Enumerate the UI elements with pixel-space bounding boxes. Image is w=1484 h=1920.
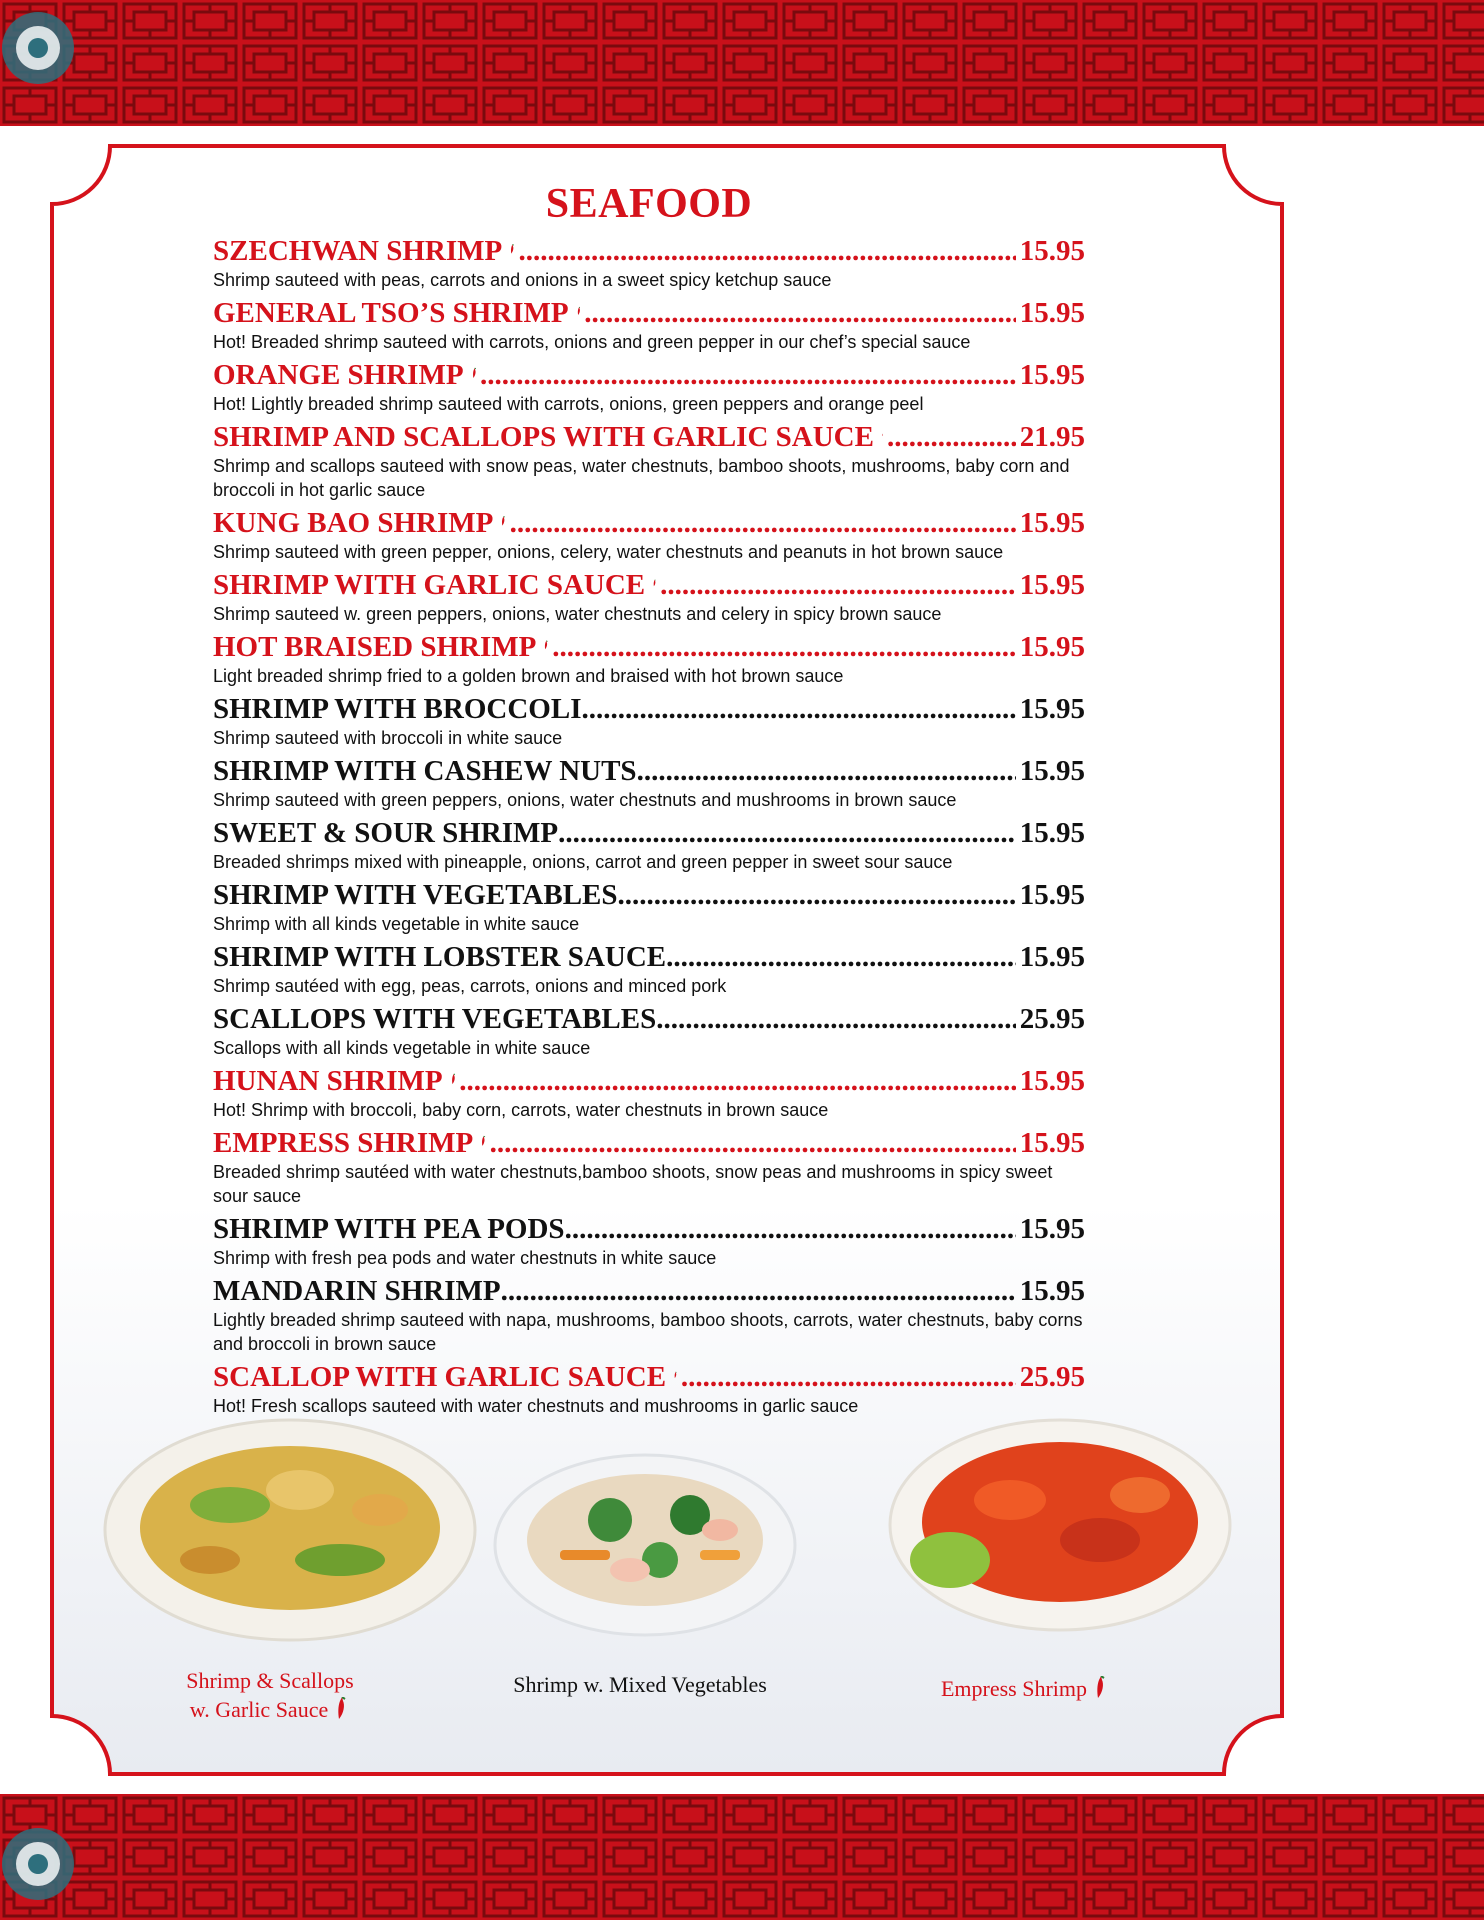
menu-item-title-row [213, 420, 1085, 454]
section-title: SEAFOOD [545, 181, 753, 227]
menu-item-price: 15.95 [1019, 879, 1085, 911]
dot-leader [584, 296, 1016, 330]
menu-item [213, 1212, 1085, 1270]
menu-item-description: Shrimp sautéed with egg, peas, carrots, onions and minced pork [213, 976, 727, 996]
dish-photo-mixed-vegetables [495, 1455, 795, 1635]
menu-item [213, 1064, 1085, 1122]
chili-pepper-icon [674, 1364, 677, 1386]
menu-item-title-row [213, 234, 1085, 268]
lattice-pattern [0, 0, 1484, 126]
menu-item-name: SHRIMP WITH VEGETABLES [213, 879, 618, 911]
menu-item-price: 25.95 [1019, 1003, 1085, 1035]
top-lattice-banner [0, 0, 1484, 126]
photo-caption-3 [925, 1674, 1125, 1703]
menu-item-name: KUNG BAO SHRIMP [213, 507, 494, 539]
chili-pepper-icon [501, 510, 505, 532]
menu-section [213, 180, 1085, 1422]
menu-item [213, 1274, 1085, 1356]
menu-item [213, 754, 1085, 812]
photo-caption-1-line1: Shrimp & Scallops [186, 1668, 354, 1693]
menu-item-name: SHRIMP AND SCALLOPS WITH GARLIC SAUCE [213, 421, 874, 453]
chili-pepper-icon [472, 362, 477, 384]
menu-item [213, 816, 1085, 874]
dot-leader [681, 1360, 1016, 1394]
menu-item [213, 878, 1085, 936]
menu-item-description: Hot! Fresh scallops sauteed with water chestnuts and mushrooms in garlic sauce [213, 1396, 859, 1416]
menu-item-title-row [213, 1002, 1085, 1036]
menu-item [213, 692, 1085, 750]
menu-item-name: SHRIMP WITH LOBSTER SAUCE [213, 941, 667, 973]
dish-photo-empress-shrimp [890, 1420, 1230, 1630]
chili-pepper-icon [336, 1697, 346, 1719]
menu-item-title-row [213, 816, 1085, 850]
menu-item [213, 234, 1085, 292]
menu-item-title-row [213, 630, 1085, 664]
menu-item-description: Scallops with all kinds vegetable in white sauce [213, 1038, 591, 1058]
dot-leader [558, 816, 1016, 850]
dot-leader [660, 568, 1016, 602]
menu-item-price: 15.95 [1019, 817, 1085, 849]
chili-pepper-icon [1095, 1676, 1105, 1698]
chili-pepper-icon [882, 424, 883, 446]
dot-leader [656, 1002, 1016, 1036]
dish-photo-shrimp-scallops [105, 1420, 475, 1640]
menu-item-description: Shrimp sauteed with peas, carrots and onions in a sweet spicy ketchup sauce [213, 270, 832, 290]
menu-item-title-row [213, 358, 1085, 392]
menu-item-name: GENERAL TSO’S SHRIMP [213, 297, 569, 329]
menu-item-name: EMPRESS SHRIMP [213, 1127, 474, 1159]
menu-item-title-row [213, 1126, 1085, 1160]
menu-item-price: 15.95 [1019, 631, 1085, 663]
photo-caption-2 [490, 1670, 790, 1699]
dot-leader [459, 1064, 1015, 1098]
dot-leader [501, 1274, 1016, 1308]
menu-item-name: ORANGE SHRIMP [213, 359, 464, 391]
photo-row [0, 1410, 1484, 1730]
menu-item-title-row [213, 1064, 1085, 1098]
menu-item-name: SHRIMP WITH GARLIC SAUCE [213, 569, 646, 601]
menu-item [213, 1126, 1085, 1208]
menu-item-name: SHRIMP WITH CASHEW NUTS [213, 755, 637, 787]
menu-item-description: Shrimp sauteed w. green peppers, onions, water chestnuts and celery in spicy brown sauce [213, 604, 942, 624]
dot-leader [510, 506, 1016, 540]
menu-item-description: Hot! Lightly breaded shrimp sauteed with carrots, onions, green peppers and orange peel [213, 394, 924, 414]
menu-item-description: Shrimp sauteed with green pepper, onions, celery, water chestnuts and peanuts in hot brown sauce [213, 542, 1004, 562]
menu-item-title-row [213, 296, 1085, 330]
menu-item-price: 15.95 [1019, 569, 1085, 601]
dot-leader [565, 1212, 1016, 1246]
menu-item-name: SZECHWAN SHRIMP [213, 235, 503, 267]
menu-item-price: 15.95 [1019, 693, 1085, 725]
dot-leader [552, 630, 1015, 664]
menu-item-description: Hot! Shrimp with broccoli, baby corn, carrots, water chestnuts in brown sauce [213, 1100, 829, 1120]
photo-caption-3-row [925, 1674, 1125, 1703]
menu-item [213, 940, 1085, 998]
menu-item-title-row [213, 1360, 1085, 1394]
menu-item-description: Shrimp with fresh pea pods and water chestnuts in white sauce [213, 1248, 717, 1268]
menu-item-list [213, 234, 1085, 1418]
menu-item-title-row [213, 506, 1085, 540]
bottom-lattice-banner [0, 1794, 1484, 1920]
dot-leader [666, 940, 1016, 974]
photo-caption-2-line1: Shrimp w. Mixed Vegetables [513, 1672, 767, 1697]
menu-item-price: 15.95 [1019, 507, 1085, 539]
menu-item-price: 15.95 [1019, 941, 1085, 973]
menu-item-name: SHRIMP WITH BROCCOLI [213, 693, 582, 725]
photo-caption-1 [165, 1666, 375, 1724]
menu-item-price: 15.95 [1019, 1275, 1085, 1307]
menu-item-title-row [213, 1212, 1085, 1246]
menu-item-name: SCALLOPS WITH VEGETABLES [213, 1003, 657, 1035]
chili-pepper-icon [577, 300, 581, 322]
menu-item-price: 15.95 [1019, 1213, 1085, 1245]
menu-item-title-row [213, 754, 1085, 788]
menu-item-description: Light breaded shrimp fried to a golden brown and braised with hot brown sauce [213, 666, 844, 686]
photo-caption-1-line2: w. Garlic Sauce [189, 1697, 329, 1722]
menu-item-name: HOT BRAISED SHRIMP [213, 631, 537, 663]
menu-item [213, 1002, 1085, 1060]
menu-item-description: Hot! Breaded shrimp sauteed with carrots, onions and green pepper in our chef’s special sauce [213, 332, 971, 352]
menu-item-price: 15.95 [1019, 359, 1085, 391]
dot-leader [518, 234, 1015, 268]
menu-item-name: SWEET & SOUR SHRIMP [213, 817, 559, 849]
menu-item-name: MANDARIN SHRIMP [213, 1275, 501, 1307]
menu-item-price: 15.95 [1019, 235, 1085, 267]
chili-pepper-icon [653, 572, 656, 594]
dot-leader [618, 878, 1016, 912]
menu-item-price: 15.95 [1019, 755, 1085, 787]
menu-item-name: HUNAN SHRIMP [213, 1065, 443, 1097]
menu-item [213, 568, 1085, 626]
menu-item-price: 15.95 [1019, 1127, 1085, 1159]
menu-item-description: Breaded shrimps mixed with pineapple, onions, carrot and green pepper in sweet sour sauce [213, 852, 953, 872]
menu-item-price: 25.95 [1019, 1361, 1085, 1393]
menu-item-title-row [213, 1274, 1085, 1308]
menu-item-description: Shrimp and scallops sauteed with snow peas, water chestnuts, bamboo shoots, mushrooms, baby corn and broccoli in hot garlic sauce [213, 456, 1070, 500]
chili-pepper-icon [451, 1068, 456, 1090]
menu-item-description: Shrimp sauteed with broccoli in white sauce [213, 728, 563, 748]
chili-pepper-icon [510, 238, 514, 260]
menu-item-name: SCALLOP WITH GARLIC SAUCE [213, 1361, 667, 1393]
dot-leader [581, 692, 1015, 726]
menu-item-title-row [213, 692, 1085, 726]
dot-leader [887, 420, 1016, 454]
menu-item-description: Shrimp sauteed with green peppers, onions, water chestnuts and mushrooms in brown sauce [213, 790, 957, 810]
photo-caption-3-line1: Empress Shrimp [940, 1676, 1088, 1701]
menu-item [213, 358, 1085, 416]
dot-leader [490, 1126, 1016, 1160]
menu-item-title-row [213, 940, 1085, 974]
menu-item-price: 21.95 [1019, 421, 1085, 453]
menu-item-title-row [213, 878, 1085, 912]
menu-item-description: Breaded shrimp sautéed with water chestnuts,bamboo shoots, snow peas and mushrooms in spicy sweet sour sauce [213, 1162, 1053, 1206]
lattice-pattern [0, 1794, 1484, 1920]
menu-item-title-row [213, 568, 1085, 602]
menu-item-price: 15.95 [1019, 1065, 1085, 1097]
photo-caption-1-line2-row [165, 1695, 375, 1724]
menu-item [213, 296, 1085, 354]
chili-pepper-icon [544, 634, 548, 656]
chili-pepper-icon [481, 1130, 485, 1152]
menu-item-price: 15.95 [1019, 297, 1085, 329]
dot-leader [480, 358, 1016, 392]
menu-item [213, 630, 1085, 688]
dot-leader [637, 754, 1016, 788]
menu-item-description: Lightly breaded shrimp sauteed with napa, mushrooms, bamboo shoots, carrots, water chestnuts, baby corns and broccoli in brown sauce [213, 1310, 1083, 1354]
menu-item-description: Shrimp with all kinds vegetable in white sauce [213, 914, 580, 934]
menu-item [213, 420, 1085, 502]
menu-item [213, 506, 1085, 564]
menu-item-name: SHRIMP WITH PEA PODS [213, 1213, 565, 1245]
